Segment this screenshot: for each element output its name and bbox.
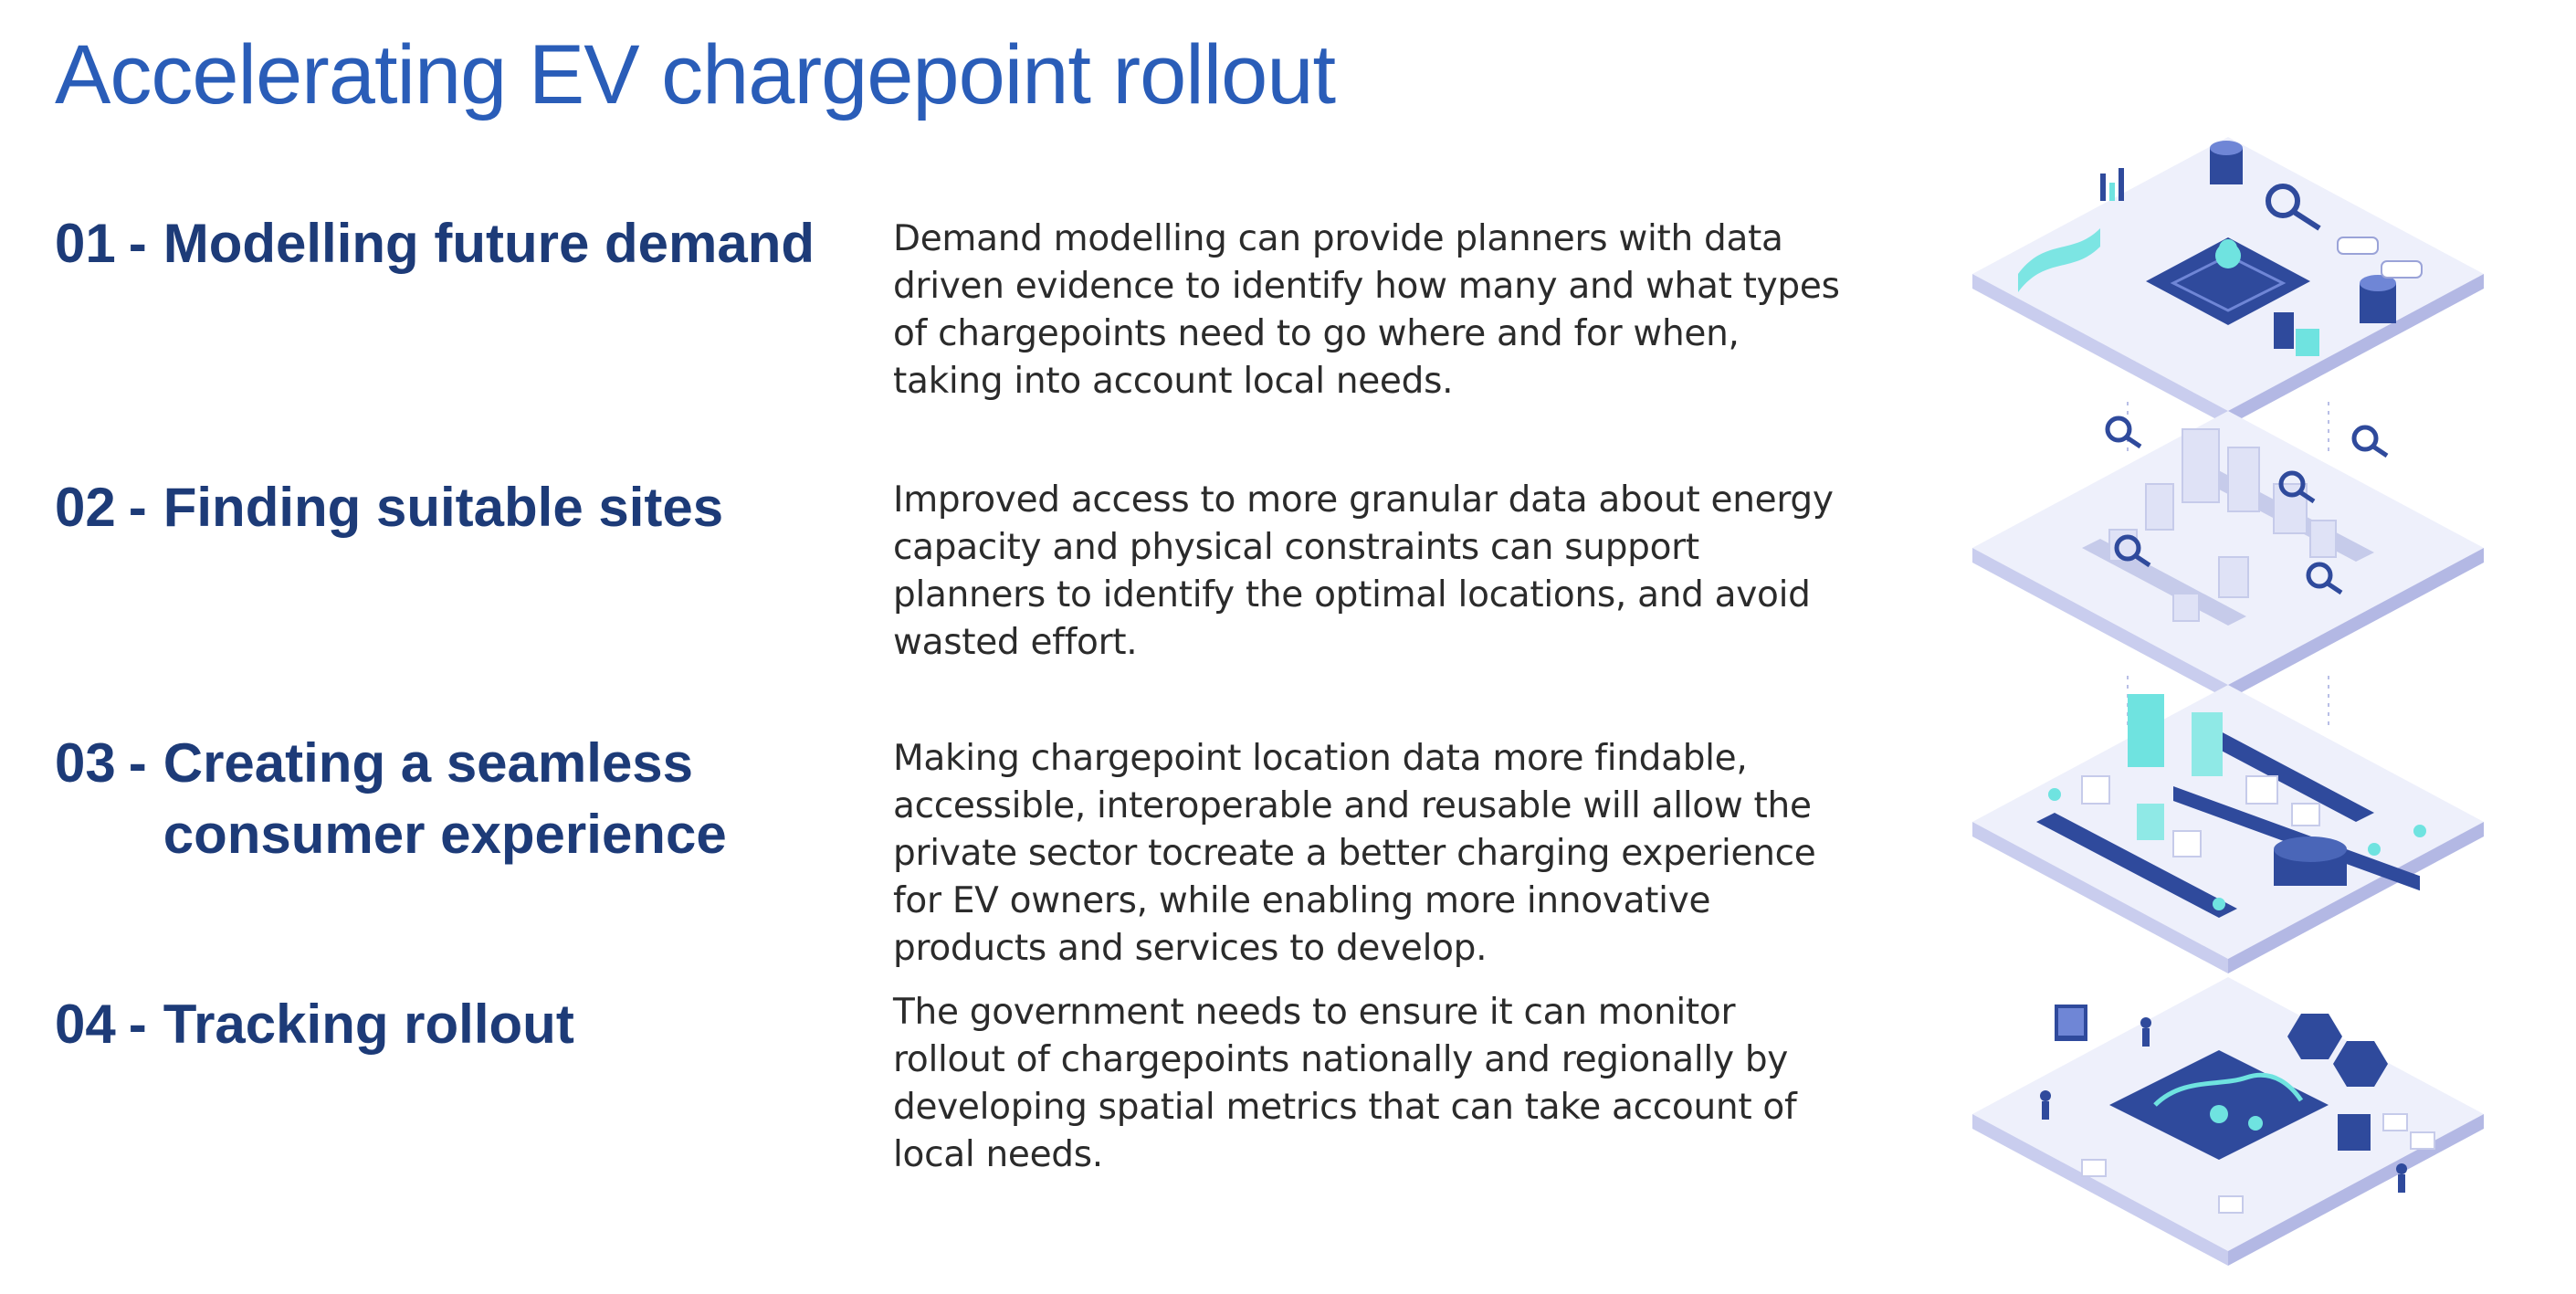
section-separator: - (128, 994, 147, 1055)
section-title: Tracking rollout (163, 994, 574, 1055)
section-title: Modelling future demand (163, 213, 815, 274)
isometric-dashboard-layer-icon (1972, 977, 2484, 1266)
section-separator: - (128, 213, 147, 274)
section-title: Finding suitable sites (163, 477, 724, 538)
isometric-city-network-layer-icon (1972, 685, 2484, 973)
isometric-city-map-layer-icon (1972, 411, 2484, 700)
section-description: Improved access to more granular data about energy capacity and physical constraints can support planners to identify the optimal locations, and avoid wasted effort. (893, 479, 1834, 663)
section-number: 02 (55, 477, 116, 538)
section-number: 03 (55, 732, 116, 794)
isometric-layers-illustration (1945, 100, 2511, 1269)
section-title: Creating a seamless consumer experience (163, 732, 727, 865)
section-heading (55, 989, 877, 1060)
page-title: Accelerating EV chargepoint rollout (55, 28, 1336, 121)
section-description: Demand modelling can provide planners with data driven evidence to identify how many and what types of chargepoints need to go where and for when, taking into account local needs. (893, 218, 1840, 402)
section-number: 04 (55, 994, 116, 1055)
section-heading (55, 728, 877, 870)
section-heading (55, 472, 877, 543)
section-heading (55, 208, 877, 279)
section-number: 01 (55, 213, 116, 274)
isometric-analytics-layer-icon (1972, 137, 2484, 426)
section-separator: - (128, 732, 147, 794)
section-separator: - (128, 477, 147, 538)
section-description: Making chargepoint location data more findable, accessible, interoperable and reusable will allow the private sector tocreate a better charging experience for EV owners, while enabling more innovative products and services to develop. (893, 738, 1816, 969)
section-description: The government needs to ensure it can monitor rollout of chargepoints nationally and regionally by developing spatial metrics that can take account of local needs. (893, 992, 1797, 1175)
